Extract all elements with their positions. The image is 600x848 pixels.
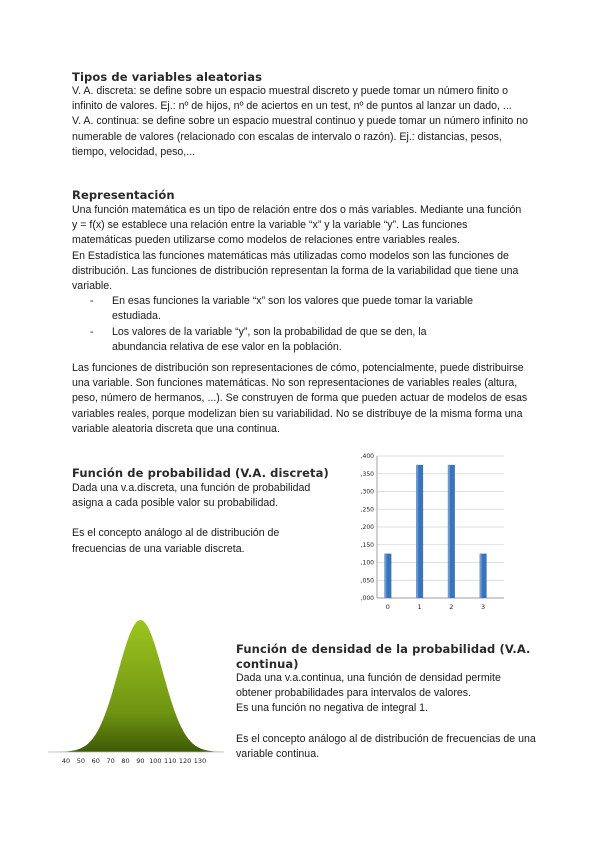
y-tick-label: ,100 xyxy=(360,559,374,567)
y-tick-label: ,050 xyxy=(360,577,374,585)
bullet-marker: - xyxy=(90,325,94,338)
x-tick-label: 100 xyxy=(149,757,162,765)
bullet-marker: - xyxy=(90,295,94,308)
densidad-p1: Dada una v.a.continua, una función de densidad permite obtener probabilidades para intervalos de valores. xyxy=(236,672,501,700)
y-tick-label: ,250 xyxy=(360,506,374,514)
x-tick-label: 1 xyxy=(417,603,422,611)
x-tick-label: 60 xyxy=(91,757,100,765)
representacion-p3: Las funciones de distribución son representaciones de cómo, potencialmente, puede distribuirse una variable. Son funciones matemáticas. No son representaciones de variables reales (altura, peso, número de hermanos, ...). Se construyen de forma que pueden actuar de modelos de esas variables reales, porque modelizan bien su variabilidad. No se distribuye de la misma forma una variable aleatoria discreta que una continua. xyxy=(72,362,528,435)
y-tick-label: ,150 xyxy=(360,541,374,549)
y-tick-label: ,000 xyxy=(360,595,374,602)
x-tick-label: 120 xyxy=(178,757,192,765)
x-tick-label: 40 xyxy=(61,757,71,765)
bullet-text: Los valores de la variable “y”, son la probabilidad de que se den, la abundancia relativa de ese valor en la población. xyxy=(112,325,427,353)
x-tick-label: 80 xyxy=(121,757,130,765)
representacion-p1: Una función matemática es un tipo de relación entre dos o más variables. Mediante una función y = f(x) se establece una relación entre la variable “x” y la variable “y”. Las funciones matemáticas pueden utilizarse como modelos de relaciones entre variables reales. xyxy=(72,204,522,247)
bar-highlight xyxy=(480,554,482,598)
densidad-p2: Es una función no negativa de integral 1. xyxy=(236,702,429,715)
section-title-funcion-probabilidad: Función de probabilidad (V.A. discreta) xyxy=(72,466,329,480)
representacion-p2: En Estadística las funciones matemáticas más utilizadas como modelos son las funciones de distribución. Las funciones de distribución representan la forma de la variabilidad que tiene una variable. xyxy=(72,249,519,293)
y-tick-label: ,350 xyxy=(360,470,374,478)
density-curve-chart xyxy=(48,618,224,768)
x-tick-label: 3 xyxy=(481,603,486,611)
bar-highlight xyxy=(448,465,450,598)
discreta-definition: V. A. discreta: se define sobre un espacio muestral discreto y puede tomar un número finito o infinito de valores. Ej.: nº de hijos, nº de aciertos en un test, nº de puntos al lanzar un dado, ... xyxy=(72,85,512,113)
densidad-p3: Es el concepto análogo al de distribución de frecuencias de una variable continua. xyxy=(236,732,536,760)
continua-definition: V. A. continua: se define sobre un espacio muestral continuo y puede tomar un número infinito no numerable de valores (relacionado con escalas de intervalo o razón). Ej.: distancias, pesos, tiempo, velocidad, peso,... xyxy=(72,115,529,158)
x-tick-label: 50 xyxy=(76,757,86,765)
y-tick-label: ,200 xyxy=(360,524,374,531)
bullet-text: En esas funciones la variable “x” son los valores que puede tomar la variable estudiada. xyxy=(112,295,473,323)
x-tick-label: 130 xyxy=(193,757,207,765)
probabilidad-p1: Dada una v.a.discreta, una función de probabilidad asigna a cada posible valor su probabilidad. xyxy=(72,482,311,510)
probabilidad-p2: Es el concepto análogo al de distribución de frecuencias de una variable discreta. xyxy=(72,527,280,555)
section-title-tipos: Tipos de variables aleatorias xyxy=(72,70,263,84)
bullet-item xyxy=(90,294,482,324)
x-tick-label: 90 xyxy=(136,757,145,765)
bar-highlight xyxy=(384,554,386,598)
bullet-item xyxy=(90,325,482,355)
section-title-funcion-densidad: Función de densidad de la probabilidad (V.A. continua) xyxy=(236,642,531,671)
section-title-representacion: Representación xyxy=(72,188,175,202)
x-tick-label: 110 xyxy=(164,757,177,765)
x-tick-label: 0 xyxy=(385,603,390,611)
x-tick-label: 2 xyxy=(449,603,454,611)
y-tick-label: ,300 xyxy=(360,488,374,496)
y-tick-label: ,400 xyxy=(360,453,374,460)
x-tick-label: 70 xyxy=(106,757,115,765)
bar-highlight xyxy=(416,465,418,598)
probability-bar-chart xyxy=(344,448,516,616)
